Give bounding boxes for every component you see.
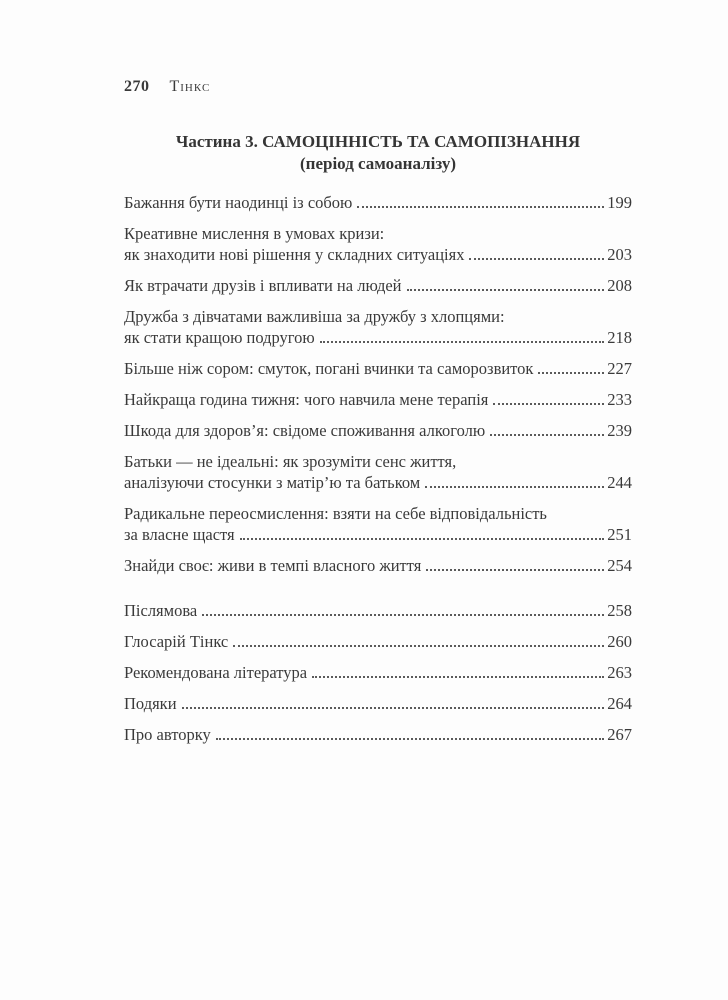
toc-page-number: 260 — [607, 632, 632, 651]
toc-entry-line — [124, 327, 632, 348]
toc-entry-line — [124, 244, 632, 265]
toc-page-number: 227 — [607, 359, 632, 378]
toc-entry — [124, 358, 632, 379]
toc-entry — [124, 420, 632, 441]
toc-entry — [124, 275, 632, 296]
toc-page-number: 244 — [607, 473, 632, 492]
toc-dot-leader — [216, 738, 604, 740]
toc-entry — [124, 306, 632, 348]
toc-entry-line — [124, 555, 632, 576]
page-number: 270 — [124, 78, 150, 95]
toc-page-number: 258 — [607, 601, 632, 620]
toc-page-number: 263 — [607, 663, 632, 682]
toc-entry-line — [124, 524, 632, 545]
toc-entry-line — [124, 306, 632, 327]
table-of-contents — [124, 192, 632, 755]
toc-entry-line — [124, 693, 632, 714]
toc-page-number: 254 — [607, 556, 632, 575]
toc-dot-leader — [357, 206, 604, 208]
toc-entry-line — [124, 192, 632, 213]
toc-entry-title: Глосарій Тінкс — [124, 632, 229, 651]
toc-entry — [124, 631, 632, 652]
toc-entry — [124, 389, 632, 410]
toc-entry-title: Знайди своє: живи в темпі власного життя — [124, 556, 422, 575]
running-title: Тінкс — [169, 78, 211, 95]
toc-entry-title: Рекомендована література — [124, 663, 308, 682]
toc-page-number: 251 — [607, 525, 632, 544]
toc-entry — [124, 451, 632, 493]
toc-dot-leader — [202, 614, 604, 616]
toc-page-number: 264 — [607, 694, 632, 713]
toc-entry-title: Подяки — [124, 694, 177, 713]
toc-entry — [124, 724, 632, 745]
toc-entry — [124, 223, 632, 265]
toc-entry-title: Як втрачати друзів і впливати на людей — [124, 276, 402, 295]
toc-entry — [124, 503, 632, 545]
toc-entry-title: Шкода для здоров’я: свідоме споживання алкоголю — [124, 421, 486, 440]
toc-page-number: 203 — [607, 245, 632, 264]
toc-dot-leader — [320, 341, 605, 343]
toc-entry-title: Креативне мислення в умовах кризи: — [124, 224, 385, 243]
toc-entry-line — [124, 631, 632, 652]
toc-dot-leader — [240, 538, 605, 540]
toc-entry-title: Післямова — [124, 601, 198, 620]
toc-entry-title: Найкраща година тижня: чого навчила мене терапія — [124, 390, 489, 409]
toc-entry — [124, 192, 632, 213]
toc-entry-title: Дружба з дівчатами важливіша за дружбу з хлопцями: — [124, 307, 505, 326]
toc-page-number: 239 — [607, 421, 632, 440]
toc-entry — [124, 662, 632, 683]
toc-entry-line — [124, 600, 632, 621]
toc-dot-leader — [469, 258, 604, 260]
toc-entry-title: як стати кращою подругою — [124, 328, 315, 347]
toc-entry-title: аналізуючи стосунки з матір’ю та батьком — [124, 473, 421, 492]
toc-entry-line — [124, 662, 632, 683]
toc-page-number: 208 — [607, 276, 632, 295]
toc-dot-leader — [312, 676, 604, 678]
toc-dot-leader — [493, 403, 604, 405]
toc-entry-title: як знаходити нові рішення у складних ситуаціях — [124, 245, 465, 264]
toc-entry-title: Більше ніж сором: смуток, погані вчинки та саморозвиток — [124, 359, 534, 378]
toc-entry-line — [124, 724, 632, 745]
part-heading-line-1: Частина 3. САМОЦІННІСТЬ ТА САМОПІЗНАННЯ — [175, 132, 581, 151]
toc-page-number: 267 — [607, 725, 632, 744]
toc-dot-leader — [538, 372, 604, 374]
toc-entry — [124, 600, 632, 621]
part-heading — [124, 131, 632, 175]
toc-entry-line — [124, 223, 632, 244]
toc-entry-line — [124, 275, 632, 296]
toc-entry-title: Батьки — не ідеальні: як зрозуміти сенс життя, — [124, 452, 457, 471]
toc-dot-leader — [425, 486, 604, 488]
part-heading-line-2: (період самоаналізу) — [300, 154, 456, 173]
toc-page-number: 218 — [607, 328, 632, 347]
toc-back-matter-list — [124, 600, 632, 745]
toc-entry-line — [124, 503, 632, 524]
toc-entry-line — [124, 389, 632, 410]
toc-entry-title: Про авторку — [124, 725, 211, 744]
toc-entry-line — [124, 472, 632, 493]
toc-page-number: 233 — [607, 390, 632, 409]
toc-dot-leader — [426, 569, 604, 571]
toc-dot-leader — [233, 645, 604, 647]
toc-entry — [124, 693, 632, 714]
toc-page-number: 199 — [607, 193, 632, 212]
toc-chapter-list — [124, 192, 632, 576]
toc-entry-line — [124, 358, 632, 379]
toc-dot-leader — [490, 434, 604, 436]
toc-entry-title: Бажання бути наодинці із собою — [124, 193, 353, 212]
toc-dot-leader — [182, 707, 605, 709]
toc-entry-title: за власне щастя — [124, 525, 235, 544]
toc-entry — [124, 555, 632, 576]
toc-dot-leader — [407, 289, 605, 291]
running-head — [124, 78, 210, 96]
toc-entry-line — [124, 420, 632, 441]
toc-entry-line — [124, 451, 632, 472]
toc-entry-title: Радикальне переосмислення: взяти на себе відповідальність — [124, 504, 547, 523]
